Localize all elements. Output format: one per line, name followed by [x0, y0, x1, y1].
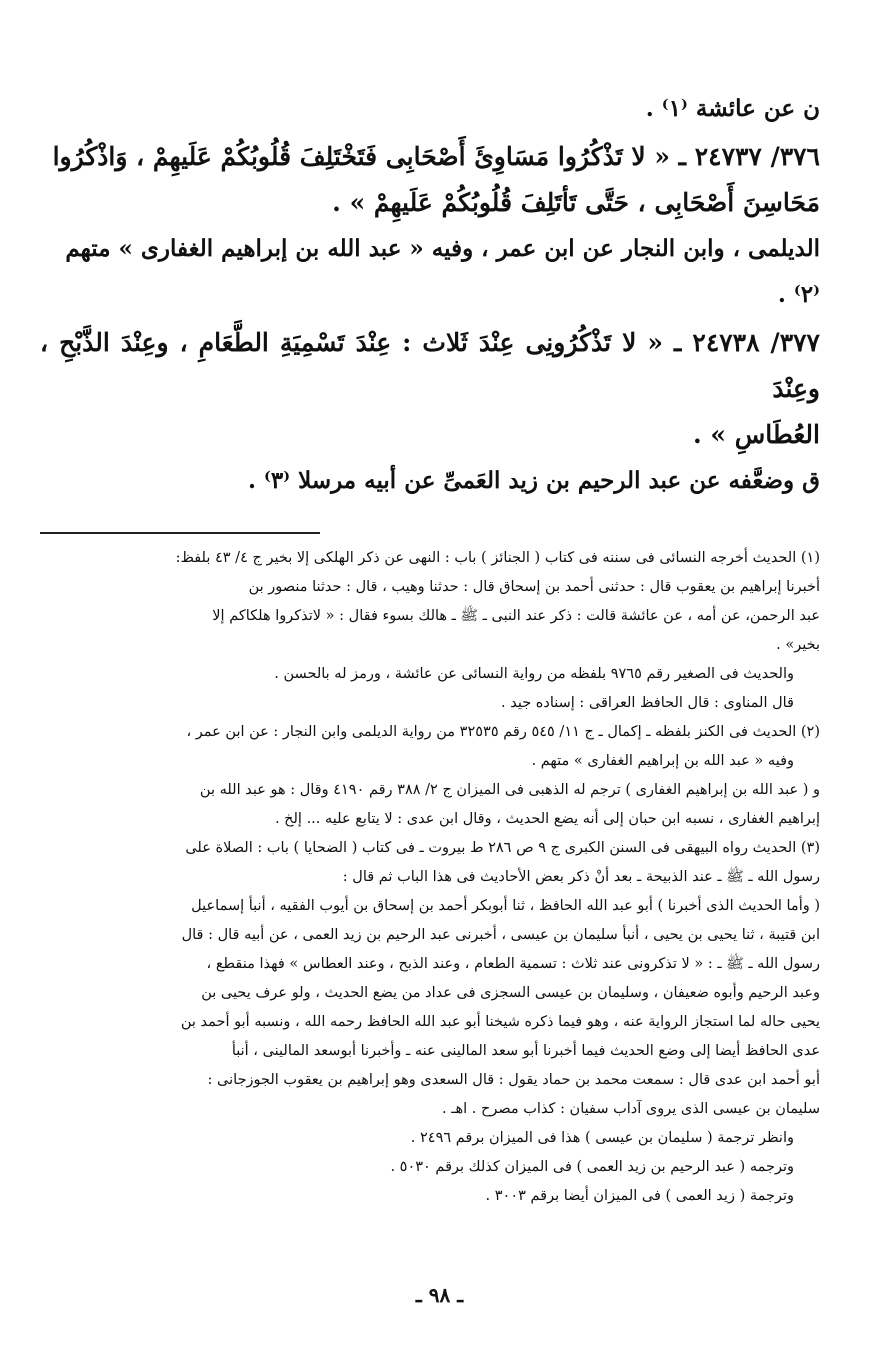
footnote-line: عبد الرحمن، عن أمه ، عن عائشة قالت : ذكر عند النبى ـ ﷺ ـ هالك بسوء فقال : « لاتذكروا هلكاكم إلا	[212, 608, 820, 624]
footnotes	[40, 544, 820, 1211]
hadith-377-cont: العُطَاسِ » .	[692, 420, 820, 449]
footnote-line: سليمان بن عيسى الذى يروى آداب سفيان : كذاب مصرح . اهـ .	[441, 1101, 820, 1117]
footnote-line: رسول الله ـ ﷺ ـ : « لا تذكرونى عند ثلاث : تسمية الطعام ، وعند الذبح ، وعند العطاس » فهذا منقطع ،	[206, 956, 820, 972]
hadith-377: ٣٧٧/ ٢٤٧٣٨ ـ « لا تَذْكُرُونِى عِنْدَ ثَلاث : عِنْدَ تَسْمِيَةِ الطَّعَامِ ، وعِنْدَ الذَّبْحِ ، وعِنْدَ	[40, 328, 820, 403]
hadith-376-cont: مَحَاسِنَ أَصْحَابِى ، حَتَّى تَأتَلِفَ قُلُوبُكُمْ عَلَيهِمْ » .	[332, 188, 820, 217]
footnote-2: (٢) الحديث فى الكنز بلفظه ـ إكمال ـ ج ١١/ ٥٤٥ رقم ٣٢٥٣٥ من رواية الديلمى وابن النجار : عن ابن عمر ،	[186, 724, 820, 740]
footnote-3: (٣) الحديث رواه البيهقى فى السنن الكبرى ج ٩ ص ٢٨٦ ط بيروت ـ فى كتاب ( الضحايا ) باب : الصلاة على	[185, 840, 820, 856]
footnote-line: وعبد الرحيم وأبوه ضعيفان ، وسليمان بن عيسى السجزى فى عداد من يضع الحديث ، ولو عرف يحيى بن	[201, 985, 820, 1001]
hadith-376-source: الديلمى ، وابن النجار عن ابن عمر ، وفيه « عبد الله بن إبراهيم الغفارى » متهم ⁽٢⁾ .	[65, 235, 820, 308]
hadith-376: ٣٧٦/ ٢٤٧٣٧ ـ « لا تَذْكُرُوا مَسَاوِئَ أَصْحَابِى فَتَخْتَلِفَ قُلُوبُكُمْ عَلَيهِمْ ، وَاذْكُرُوا	[52, 142, 820, 171]
footnote-line: ابن قتيبة ، ثنا يحيى بن يحيى ، أنبأ سليمان بن عيسى ، أخبرنى عبد الرحيم بن زيد العمى ، عن أبيه قال : قال	[181, 927, 820, 943]
footnote-line: و ( عبد الله بن إبراهيم الغفارى ) ترجم له الذهبى فى الميزان ج ٢/ ٣٨٨ رقم ٤١٩٠ وقال : هو عبد الله بن	[199, 782, 820, 798]
footnote-line: وترجمة ( زيد العمى ) فى الميزان أيضا برقم ٣٠٠٣ .	[485, 1188, 794, 1204]
footnote-line: وفيه « عبد الله بن إبراهيم الغفارى » متهم .	[531, 753, 794, 769]
page-body	[40, 86, 820, 1211]
footnote-line: ( وأما الحديث الذى أخبرنا ) أبو عبد الله الحافظ ، ثنا أبوبكر أحمد بن إسحاق بن أيوب الفقيه ، أنبأ إسماعيل	[191, 898, 820, 914]
footnote-line: قال المناوى : قال الحافظ العراقى : إسناده جيد .	[501, 695, 794, 711]
page-number: ـ ٩٨ ـ	[415, 1283, 464, 1307]
main-text	[40, 86, 820, 504]
footnote-line: يحيى حاله لما استجاز الرواية عنه ، وهو فيما ذكره شيخنا أبو عبد الله الحافظ رحمه الله ، ونسبه أبو أحمد بن	[180, 1014, 820, 1030]
footnote-1: (١) الحديث أخرجه النسائى فى سننه فى كتاب ( الجنائز ) باب : النهى عن ذكر الهلكى إلا بخير ج ٤/ ٤٣ بلفظ:	[175, 550, 820, 566]
footnote-line: وانظر ترجمة ( سليمان بن عيسى ) هذا فى الميزان برقم ٢٤٩٦ .	[410, 1130, 794, 1146]
footnote-line: أخبرنا إبراهيم بن يعقوب قال : حدثنى أحمد بن إسحاق قال : حدثنا وهيب ، قال : حدثنا منصور بن	[248, 579, 820, 595]
footnote-line: وترجمه ( عبد الرحيم بن زيد العمى ) فى الميزان كذلك برقم ٥٠٣٠ .	[390, 1159, 794, 1175]
footnote-line: عدى الحافظ أيضا إلى وضع الحديث فيما أخبرنا أبو سعد المالينى عنه ـ وأخبرنا أبوسعد المالينى ، أنبأ	[231, 1043, 820, 1059]
footnote-line: والحديث فى الصغير رقم ٩٧٦٥ بلفظه من رواية النسائى عن عائشة ، ورمز له بالحسن .	[274, 666, 794, 682]
hadith-377-source: ق وضعَّفه عن عبد الرحيم بن زيد العَمىِّ عن أبيه مرسلا ⁽٣⁾ .	[248, 467, 820, 494]
main-line: ن عن عائشة ⁽١⁾ .	[645, 95, 820, 122]
footnote-line: بخير» .	[776, 637, 820, 653]
footnote-divider	[40, 532, 320, 534]
footnote-line: إبراهيم الغفارى ، نسبه ابن حبان إلى أنه يضع الحديث ، وقال ابن عدى : لا يتابع عليه ... إلخ .	[274, 811, 820, 827]
footnote-line: رسول الله ـ ﷺ ـ عند الذبيحة ـ بعد أنْ ذكر بعض الأحاديث فى هذا الباب ثم قال :	[342, 869, 820, 885]
footnote-line: أبو أحمد ابن عدى قال : سمعت محمد بن حماد يقول : قال السعدى وهو إبراهيم بن يعقوب الجوزجانى :	[207, 1072, 820, 1088]
